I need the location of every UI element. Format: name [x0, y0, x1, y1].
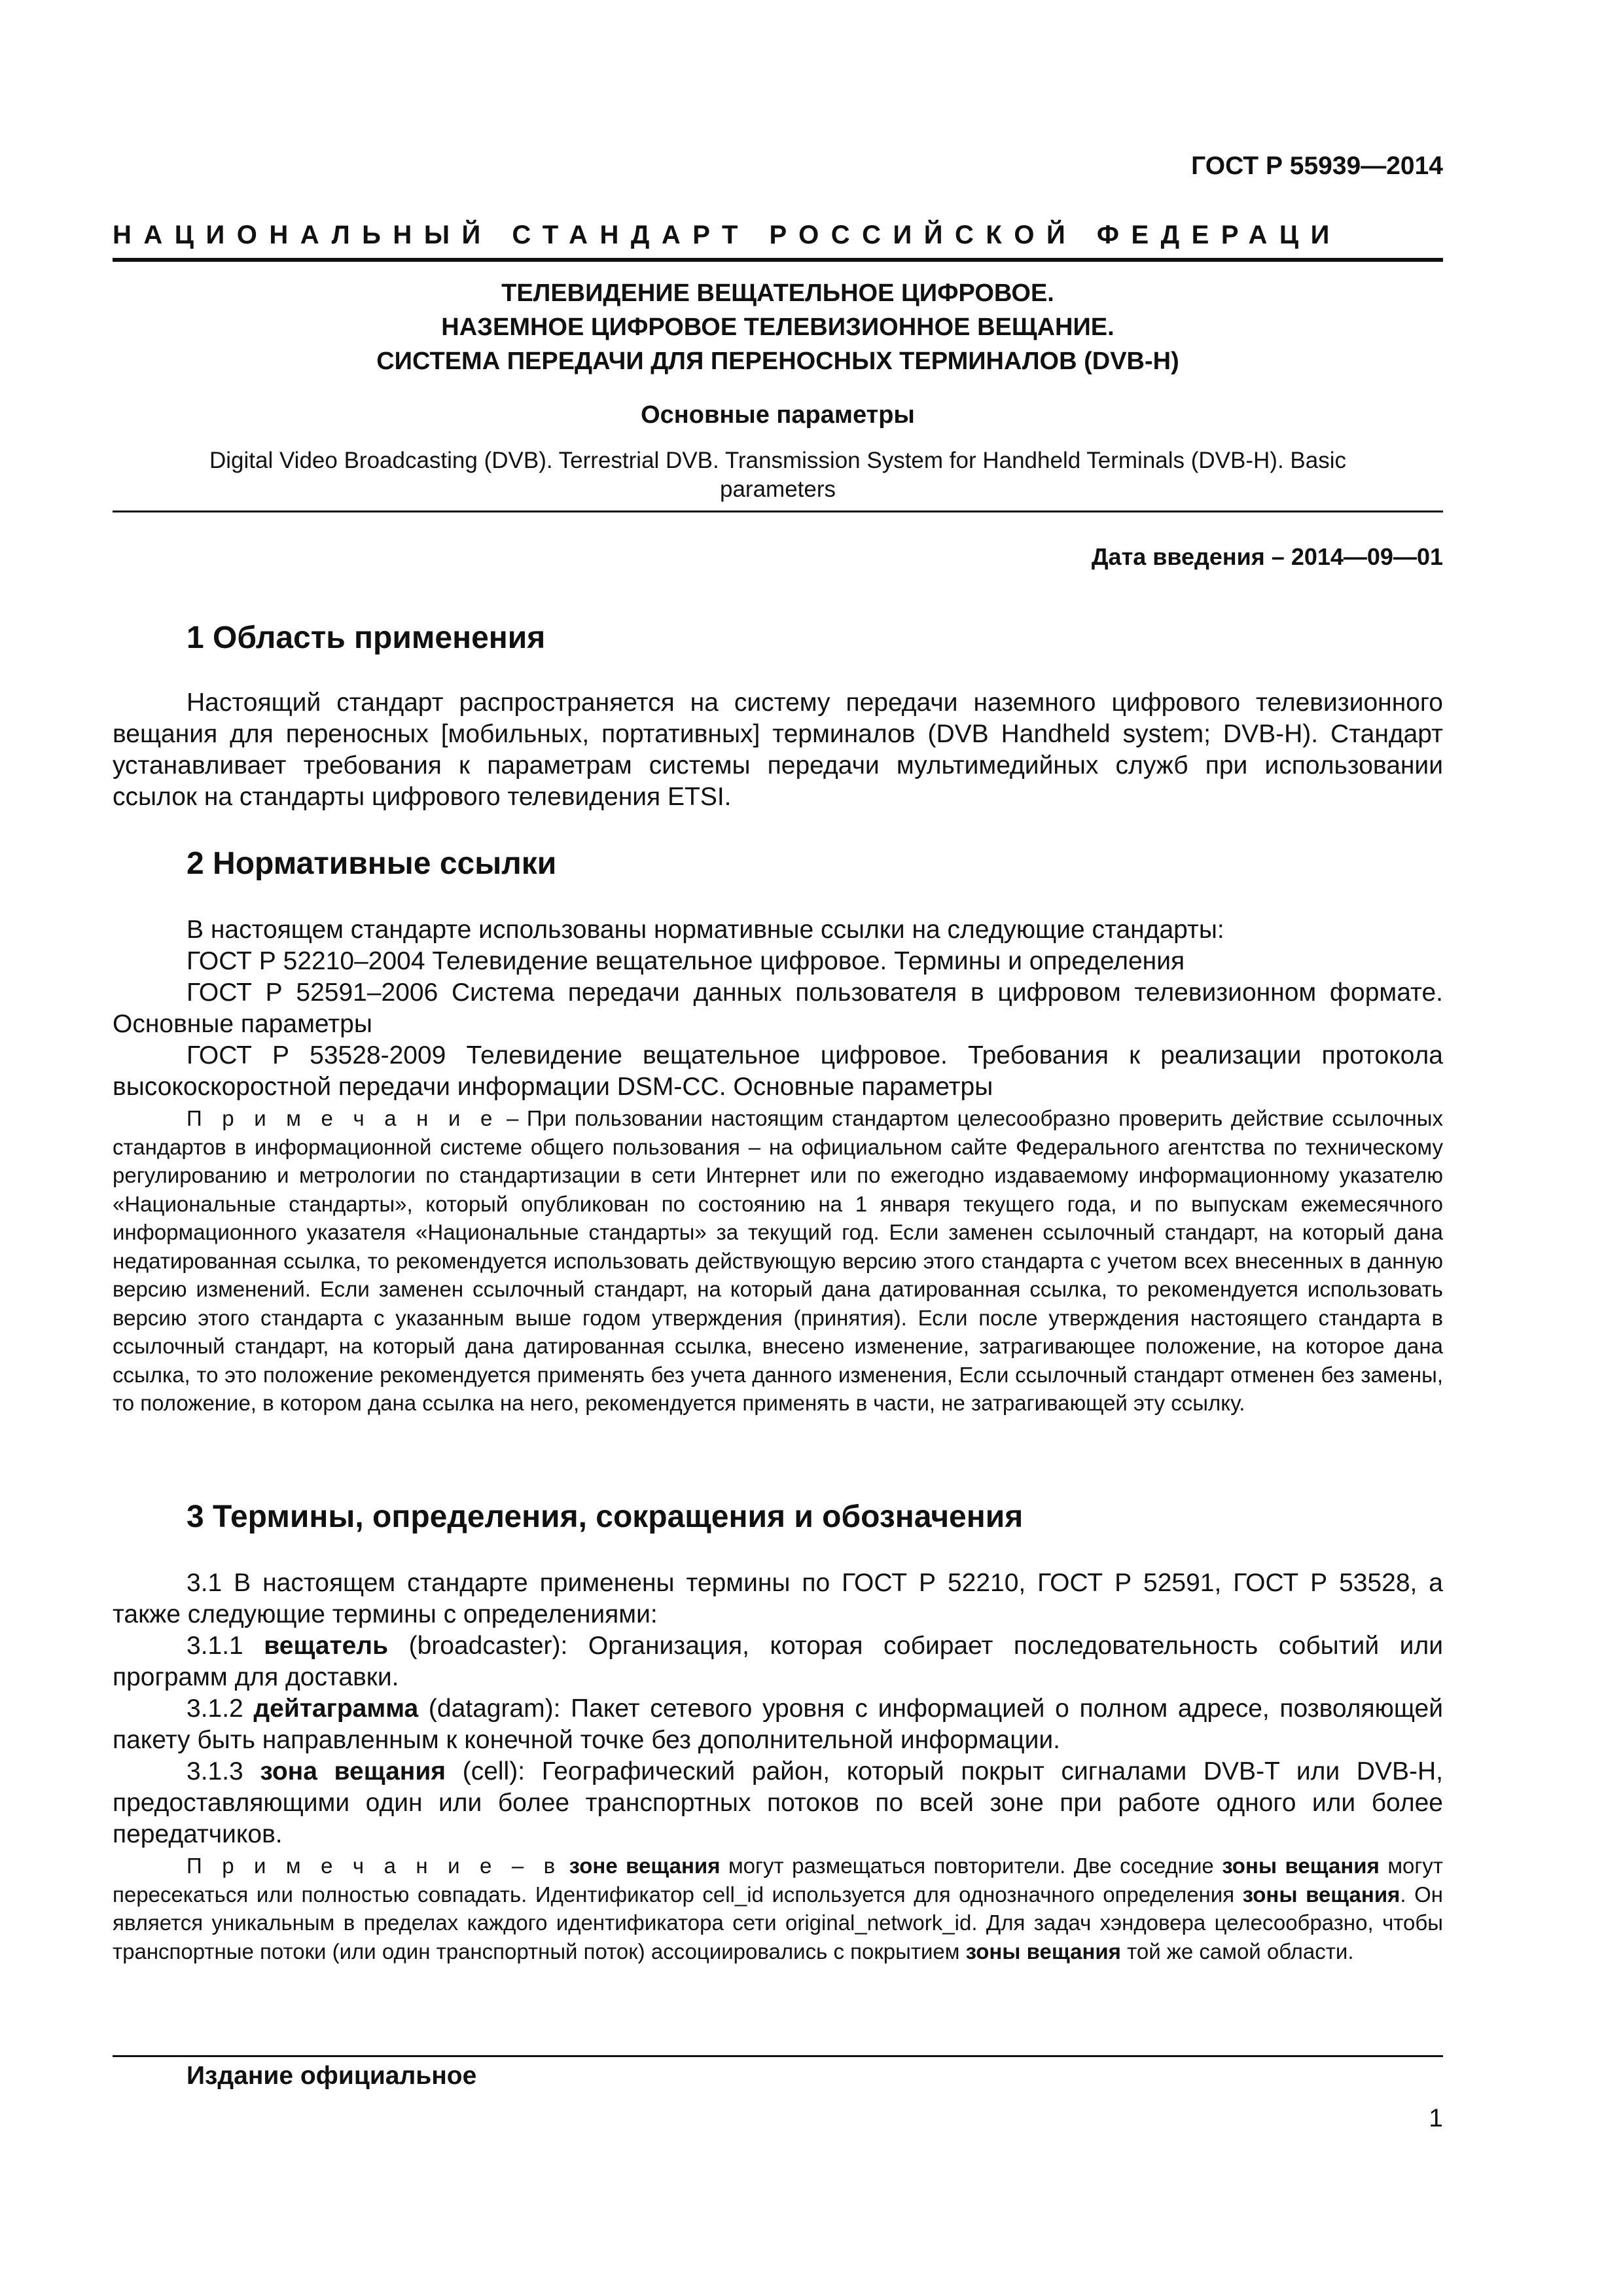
national-standard-banner: НАЦИОНАЛЬНЫЙ СТАНДАРТ РОССИЙСКОЙ ФЕДЕРАЦИ	[113, 221, 1342, 249]
note-term: зоны вещания	[1222, 1854, 1380, 1878]
section-1-text: Настоящий стандарт распространяется на систему передачи наземного цифрового телевизионного вещания для переносных [мобильных, портативных] терминалов (DVB Handheld system; DVB-H). Стандарт устанавливает требования к параметрам системы передачи мультимедийных служб при использовании ссылок на стандарты цифрового телевидения ETSI.	[113, 689, 1443, 811]
section-3-body	[113, 1568, 1443, 1965]
title-block	[113, 276, 1443, 504]
note-term: зоне вещания	[569, 1854, 721, 1878]
reference-item-3: ГОСТ Р 53528-2009 Телевидение вещательное цифровое. Требования к реализации протокола высокоскоростной передачи информации DSM-CC. Основные параметры	[113, 1041, 1443, 1101]
reference-item-1: ГОСТ Р 52210–2004 Телевидение вещательное цифровое. Термины и определения	[187, 947, 1185, 975]
title-line-1: ТЕЛЕВИДЕНИЕ ВЕЩАТЕЛЬНОЕ ЦИФРОВОЕ.	[501, 279, 1054, 307]
term-name: зона вещания	[260, 1757, 446, 1785]
note-label: П р и м е ч а н и е	[187, 1106, 499, 1130]
note-term: зоны вещания	[1242, 1882, 1400, 1907]
title-subtitle: Основные параметры	[641, 401, 915, 429]
footer-rule	[113, 2055, 1443, 2057]
terms-intro: 3.1 В настоящем стандарте применены термины по ГОСТ Р 52210, ГОСТ Р 52591, ГОСТ Р 53528, а также следующие термины с определениями:	[113, 1569, 1443, 1628]
term-definition: (datagram): Пакет сетевого уровня с информацией о полном адресе, позволяющей пакету быть направленным к конечной точке без дополнительной информации.	[113, 1695, 1443, 1754]
introduction-date: Дата введения – 2014—09—01	[1091, 543, 1443, 570]
term-name: дейтаграмма	[253, 1695, 419, 1723]
title-rule	[113, 511, 1443, 512]
term-name: вещатель	[264, 1632, 389, 1660]
reference-item-2: ГОСТ Р 52591–2006 Система передачи данных пользователя в цифровом телевизионном формате. Основные параметры	[113, 978, 1443, 1038]
note-label: П р и м е ч а н и е – в	[187, 1854, 562, 1878]
term-number: 3.1.3	[187, 1757, 243, 1785]
document-number: ГОСТ Р 55939—2014	[1191, 152, 1443, 180]
title-line-3: СИСТЕМА ПЕРЕДАЧИ ДЛЯ ПЕРЕНОСНЫХ ТЕРМИНАЛОВ (DVB-H)	[376, 348, 1179, 375]
term-number: 3.1.1	[187, 1632, 243, 1660]
title-english-line-2: parameters	[719, 476, 836, 502]
term-definition: (cell): Географический район, который покрыт сигналами DVB-T или DVB-H, предоставляющими один или более транспортных потоков по всей зоне при работе одного или более передатчиков.	[113, 1757, 1443, 1848]
term-item-2	[113, 1693, 1443, 1756]
note-text: могут пересекаться или полностью совпадать. Идентификатор cell_id используется для однозначного определения	[113, 1854, 1444, 1907]
section-3-note	[113, 1852, 1443, 1965]
note-text: могут размещаться повторители. Две соседние	[728, 1854, 1214, 1878]
title-english-line-1: Digital Video Broadcasting (DVB). Terrestrial DVB. Transmission System for Handheld Terminals (DVB-H). Basic	[209, 448, 1346, 473]
title-line-2: НАЗЕМНОЕ ЦИФРОВОЕ ТЕЛЕВИЗИОННОЕ ВЕЩАНИЕ.	[441, 314, 1115, 341]
section-3-heading: 3 Термины, определения, сокращения и обозначения	[187, 1499, 1024, 1534]
header-rule	[113, 258, 1443, 262]
note-text: той же самой области.	[1127, 1939, 1354, 1964]
section-2-heading: 2 Нормативные ссылки	[187, 846, 557, 881]
note-text: – При пользовании настоящим стандартом целесообразно проверить действие ссылочных стандартов в информационной системе общего пользования – на официальном сайте Федерального агентства по техническому регулированию и метрологии по стандартизации в сети Интернет или по ежегодно издаваемому информационному указателю «Национальные стандарты», который опубликован по состоянию на 1 января текущего года, и по выпускам ежемесячного информационного указателя «Национальные стандарты» за текущий год. Если заменен ссылочный стандарт, на который дана недатированная ссылка, то рекомендуется использовать действующую версию этого стандарта с учетом всех внесенных в данную версию изменений. Если заменен ссылочный стандарт, на который дана датированная ссылка, то рекомендуется использовать версию этого стандарта с указанным выше годом утверждения (принятия). Если после утверждения настоящего стандарта в ссылочный стандарт, на который дана датированная ссылка, внесено изменение, затрагивающее положение, на которое дана ссылка, то это положение рекомендуется применять без учета данного изменения, Если ссылочный стандарт отменен без замены, то положение, в котором дана ссылка на него, рекомендуется применять в части, не затрагивающей эту ссылку.	[113, 1106, 1444, 1415]
term-definition: (broadcaster): Организация, которая собирает последовательность событий или программ для доставки.	[113, 1632, 1443, 1691]
section-1-heading: 1 Область применения	[187, 620, 546, 655]
section-2-note	[113, 1104, 1443, 1418]
note-text: . Он является уникальным в пределах каждого идентификатора сети original_network_id. Для задач хэндовера целесообразно, чтобы транспортные потоки (или один транспортный поток) ассоциировались с покрытием	[113, 1882, 1443, 1964]
term-item-3	[113, 1756, 1443, 1850]
edition-label: Издание официальное	[187, 2062, 477, 2090]
note-term: зоны вещания	[965, 1939, 1121, 1964]
term-number: 3.1.2	[187, 1695, 243, 1723]
section-2-body	[113, 914, 1443, 1418]
term-item-1	[113, 1630, 1443, 1693]
page-number: 1	[1429, 2104, 1443, 2132]
references-intro: В настоящем стандарте использованы нормативные ссылки на следующие стандарты:	[187, 916, 1224, 944]
